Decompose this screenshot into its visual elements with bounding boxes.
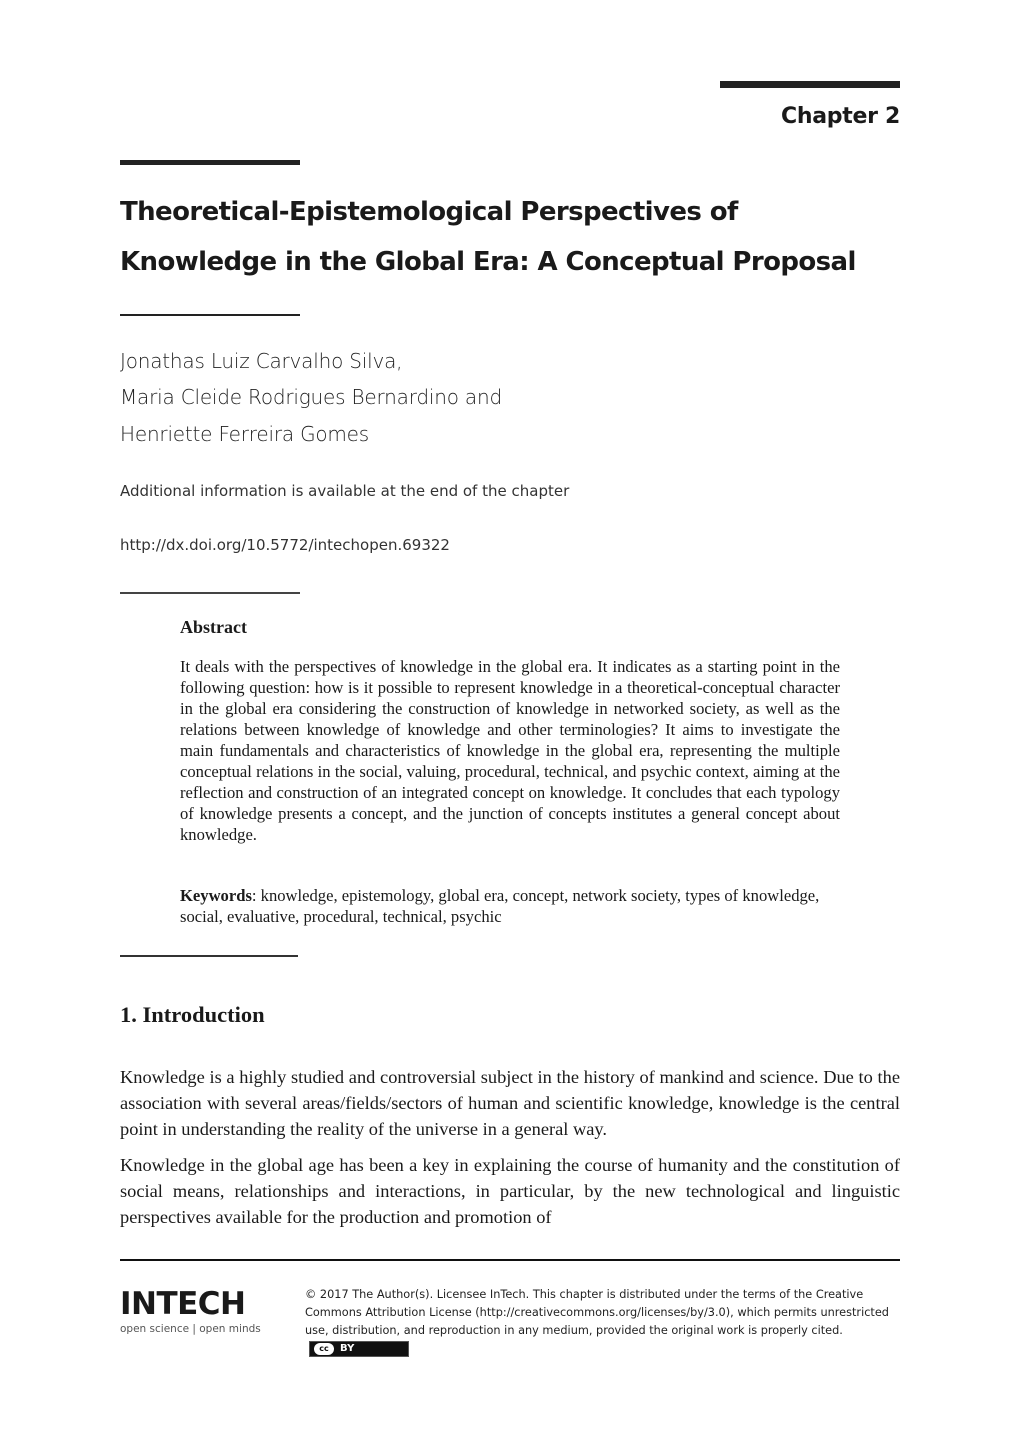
abstract-heading: Abstract: [180, 617, 247, 637]
chapter-title-line-1: Theoretical-Epistemological Perspectives of: [120, 197, 738, 227]
chapter-rule: [720, 81, 900, 88]
abstract-body: It deals with the perspectives of knowledge in the global era. It indicates as a starting point in the following question: how is it possible to represent knowledge in a theoretical-conceptual character in the global era considering the construction of knowledge in networked society, as well as the relations between knowledge of knowledge and other terminologies? It aims to investigate the main fundamentals and characteristics of knowledge in the global era, representing the multiple conceptual relations in the social, valuing, procedural, technical, and psychic context, aiming at the reflection and construction of an integrated concept on knowledge. It concludes that each typology of knowledge presents a concept, and the junction of concepts institutes a general concept about knowledge.: [180, 657, 840, 844]
intech-logo: [120, 1287, 261, 1335]
abstract-top-rule: [120, 592, 300, 594]
author-line-2: Maria Cleide Rodrigues Bernardino and: [120, 385, 502, 409]
abstract-bottom-rule: [120, 955, 298, 957]
by-icon: BY: [340, 1343, 355, 1354]
chapter-title-line-2: Knowledge in the Global Era: A Conceptual Proposal: [120, 247, 856, 277]
intro-paragraph-1: Knowledge is a highly studied and controversial subject in the history of mankind and science. Due to the association with several areas/fields/sectors of human and scientific knowledge, knowledge is the central point in understanding the reality of the universe in a general way.: [120, 1067, 900, 1139]
cc-by-license-badge[interactable]: [309, 1341, 409, 1357]
intro-paragraph-2: Knowledge in the global age has been a key in explaining the course of humanity and the constitution of social means, relationships and interactions, in particular, by the new technological and linguistic perspectives available for the production and promotion of: [120, 1155, 900, 1227]
footer-rule: [120, 1259, 900, 1261]
keywords-label: Keywords: [180, 886, 252, 905]
keywords-list: : knowledge, epistemology, global era, concept, network society, types of knowledge, social, evaluative, procedural, technical, psychic: [180, 886, 820, 926]
license-notice: [305, 1286, 905, 1358]
intech-logo-tagline: open science | open minds: [120, 1323, 261, 1335]
intech-logo-wordmark: INTECH: [120, 1286, 246, 1322]
author-line-1: Jonathas Luiz Carvalho Silva,: [120, 349, 403, 373]
author-line-3: Henriette Ferreira Gomes: [120, 422, 370, 446]
additional-info: Additional information is available at the end of the chapter: [120, 482, 570, 500]
section-heading-introduction: 1. Introduction: [120, 1002, 265, 1027]
license-text: © 2017 The Author(s). Licensee InTech. This chapter is distributed under the terms of the Creative Commons Attribution License (http://creativecommons.org/licenses/by/3.0), which permits unrestricted use, distribution, and reproduction in any medium, provided the original work is properly cited.: [305, 1288, 889, 1337]
title-top-rule: [120, 160, 300, 165]
chapter-label: Chapter 2: [781, 104, 900, 129]
title-bottom-rule: [120, 314, 300, 316]
cc-icon: cc: [314, 1343, 334, 1355]
doi-link[interactable]: http://dx.doi.org/10.5772/intechopen.69322: [120, 536, 450, 554]
keywords: [180, 885, 840, 927]
